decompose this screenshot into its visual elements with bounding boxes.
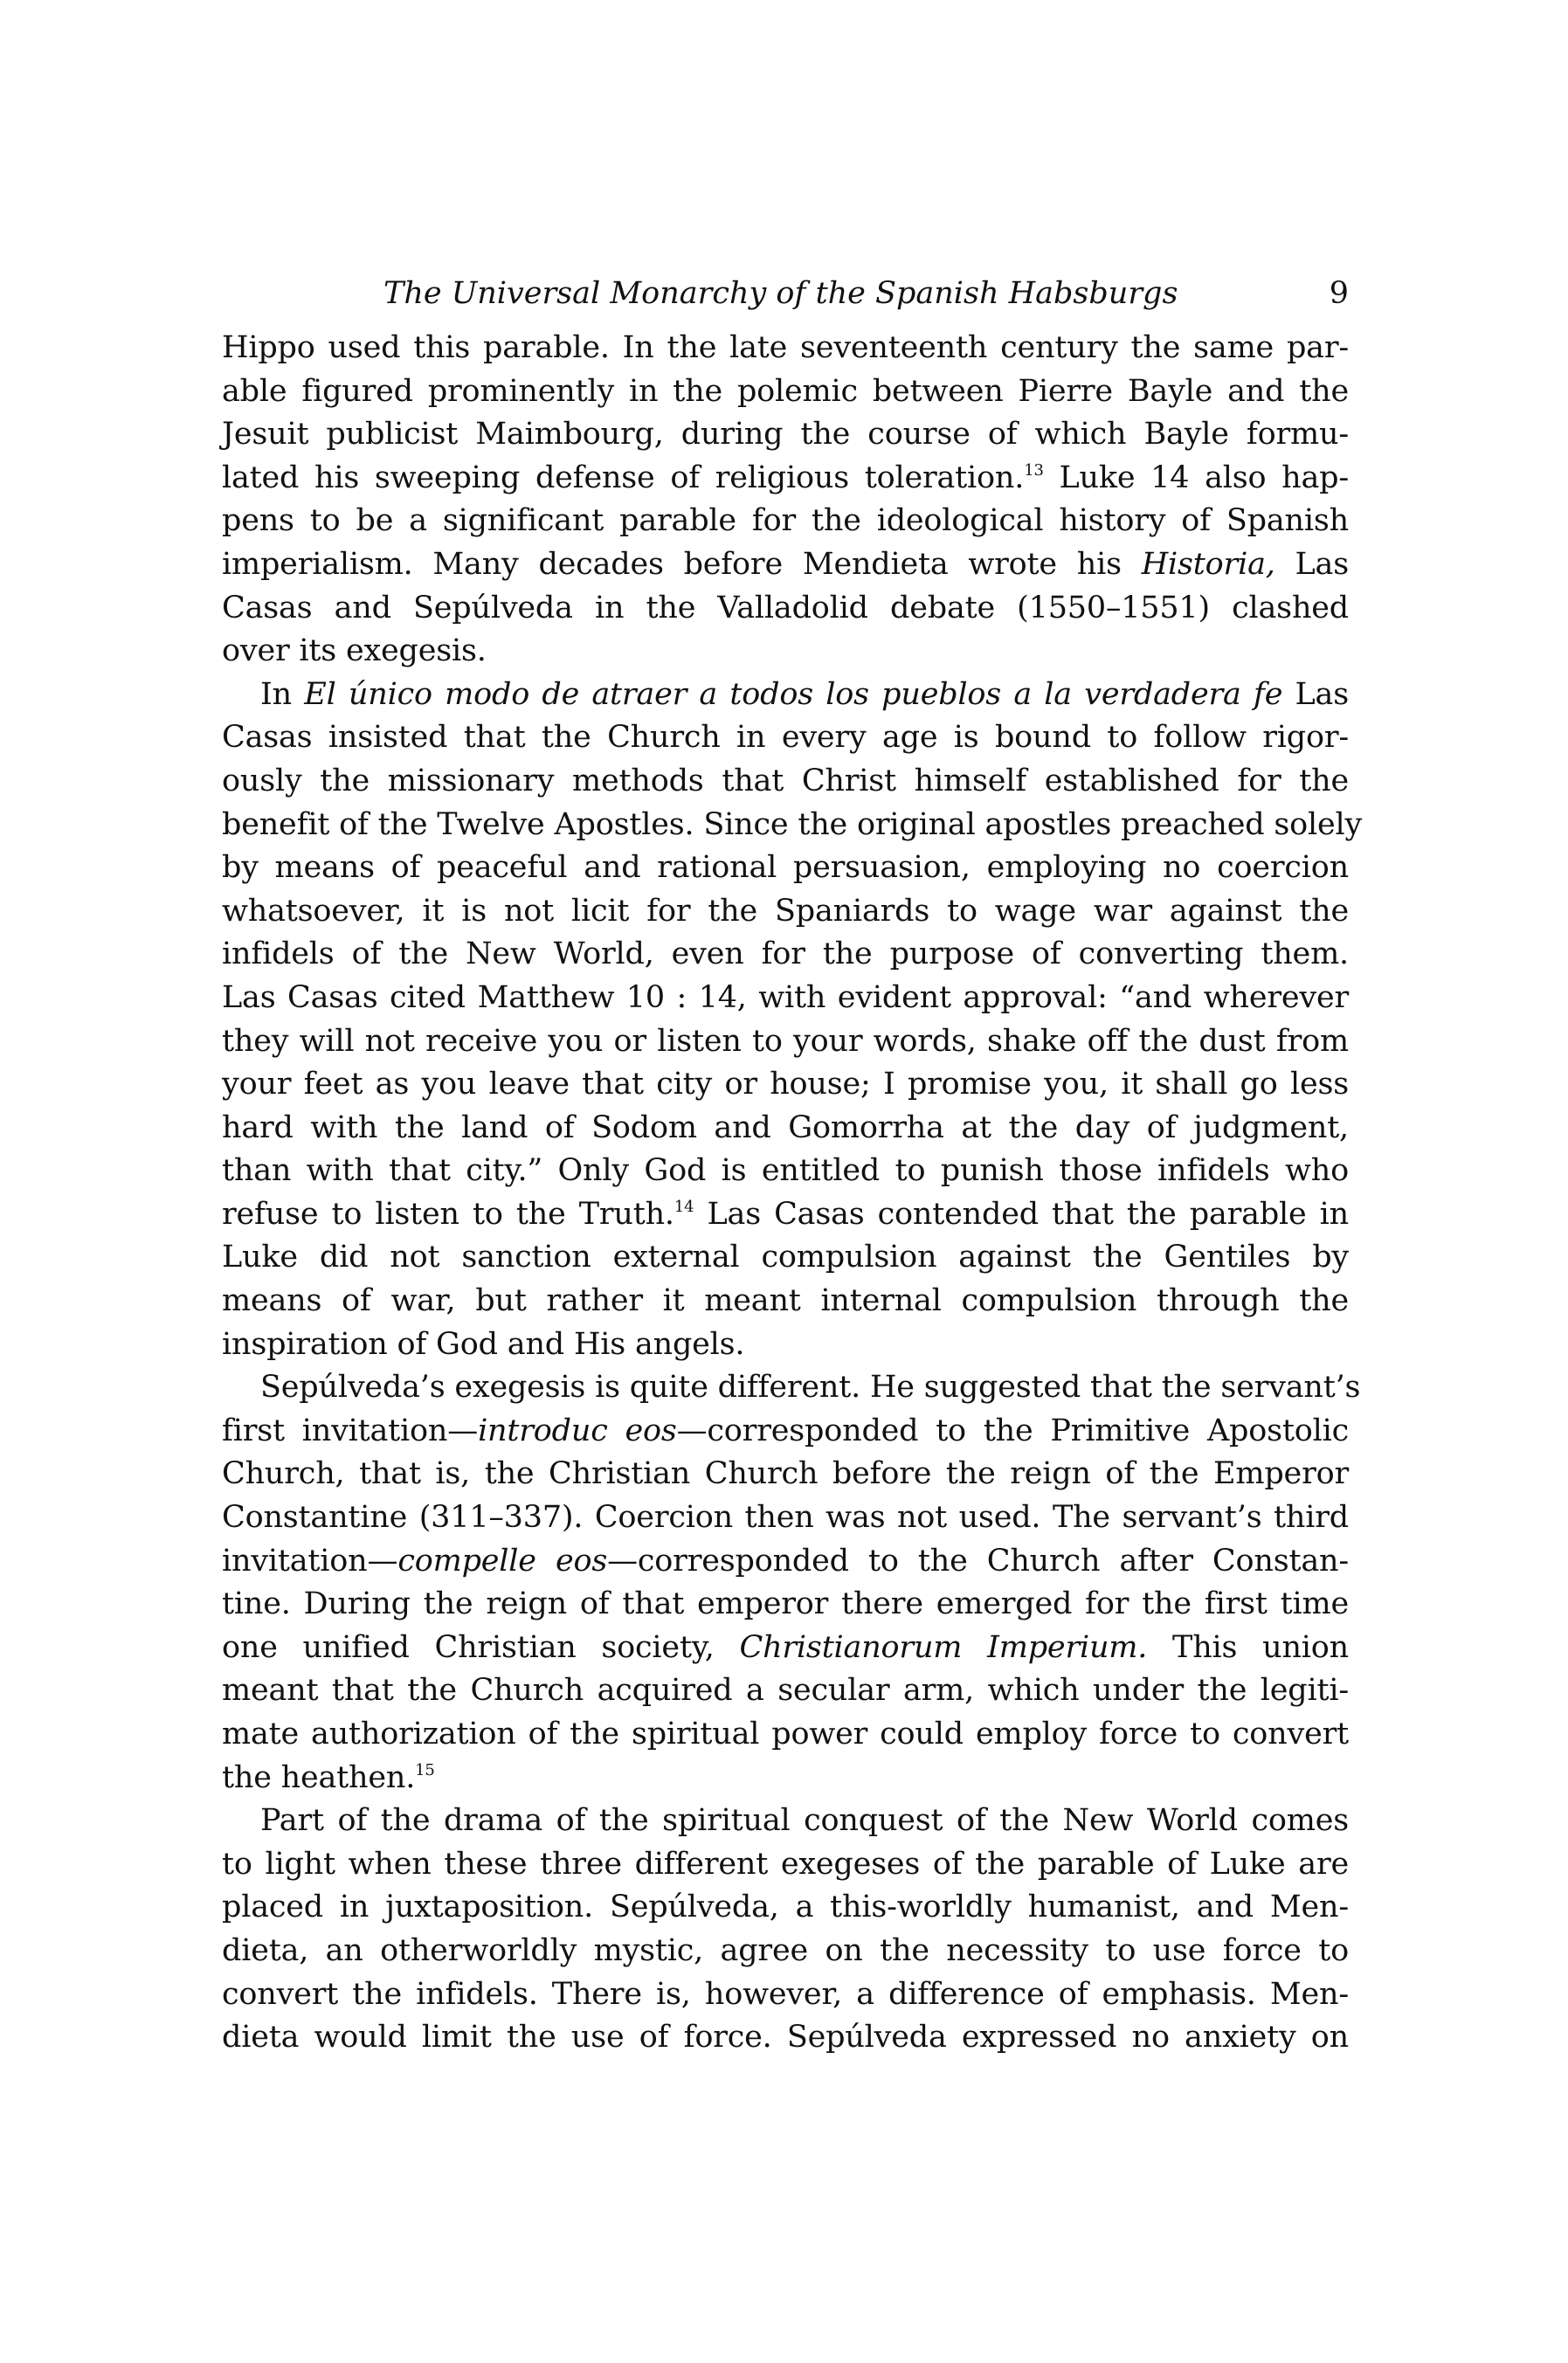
paragraph bbox=[222, 674, 1363, 1367]
running-head-title: The Universal Monarchy of the Spanish Habsburgs bbox=[383, 276, 1178, 311]
text-run: —corresponded to the Church after Constan- bbox=[607, 1543, 1349, 1579]
text-line: dieta would limit the use of force. Sepúlveda expressed no anxiety on bbox=[222, 2020, 1349, 2056]
page-number: 9 bbox=[1329, 276, 1349, 311]
text-run: refuse to listen to the Truth. bbox=[222, 1196, 674, 1232]
text-line: whatsoever, it is not licit for the Spaniards to wage war against the bbox=[222, 893, 1349, 929]
text-line: Las Casas cited Matthew 10 : 14, with evident approval: “and wherever bbox=[222, 979, 1349, 1015]
text-run: Las Casas contended that the parable in bbox=[694, 1196, 1349, 1232]
text-line: means of war, but rather it meant internal compulsion through the bbox=[222, 1283, 1349, 1319]
text-line bbox=[222, 1627, 1349, 1670]
text-line: able figured prominently in the polemic between Pierre Bayle and the bbox=[222, 373, 1349, 409]
text-line bbox=[222, 457, 1349, 501]
text-run: lated his sweeping defense of religious toleration. bbox=[222, 459, 1025, 495]
text-line: Hippo used this parable. In the late seventeenth century the same par- bbox=[222, 330, 1349, 365]
text-line: Casas insisted that the Church in every age is bound to follow rigor- bbox=[222, 720, 1349, 756]
footnote-ref: 13 bbox=[1024, 460, 1044, 480]
text-line: convert the infidels. There is, however, a difference of emphasis. Men- bbox=[222, 1976, 1349, 2012]
text-line: benefit of the Twelve Apostles. Since the original apostles preached solely bbox=[222, 806, 1363, 842]
paragraph bbox=[222, 327, 1349, 674]
text-run: imperialism. Many decades before Mendieta wrote his bbox=[222, 546, 1142, 582]
paragraph bbox=[222, 1800, 1349, 2060]
text-run: one unified Christian society, bbox=[222, 1629, 740, 1665]
text-line: inspiration of God and His angels. bbox=[222, 1326, 745, 1362]
text-run: first invitation— bbox=[222, 1413, 479, 1448]
text-run: —corresponded to the Primitive Apostolic bbox=[676, 1413, 1350, 1448]
text-line: Constantine (311–337). Coercion then was not used. The servant’s third bbox=[222, 1500, 1349, 1536]
text-run: Luke 14 also hap- bbox=[1043, 459, 1349, 495]
text-line: Jesuit publicist Maimbourg, during the course of which Bayle formu- bbox=[222, 417, 1349, 453]
text-line: hard with the land of Sodom and Gomorrha at the day of judgment, bbox=[222, 1109, 1349, 1145]
text-line: dieta, an otherworldly mystic, agree on the necessity to use force to bbox=[222, 1932, 1349, 1968]
text-line bbox=[222, 1410, 1349, 1454]
text-line: than with that city.” Only God is entitled to punish those infidels who bbox=[222, 1153, 1349, 1189]
text-run: the heathen. bbox=[222, 1759, 416, 1795]
italic-phrase: Christianorum Imperium. bbox=[739, 1629, 1148, 1665]
text-run: Las bbox=[1274, 546, 1349, 582]
body-text bbox=[222, 327, 1363, 2060]
text-line bbox=[222, 674, 1349, 717]
text-line: tine. During the reign of that emperor there emerged for the first time bbox=[222, 1586, 1349, 1622]
text-line bbox=[222, 543, 1349, 587]
text-line: Luke did not sanction external compulsion against the Gentiles by bbox=[222, 1240, 1349, 1275]
text-line: placed in juxtaposition. Sepúlveda, a this-worldly humanist, and Men- bbox=[222, 1890, 1349, 1925]
text-line: Church, that is, the Christian Church before the reign of the Emperor bbox=[222, 1456, 1349, 1492]
running-head bbox=[222, 276, 1349, 314]
text-line bbox=[222, 1540, 1349, 1584]
text-line: mate authorization of the spiritual power could employ force to convert bbox=[222, 1717, 1349, 1752]
text-line: ously the missionary methods that Christ himself established for the bbox=[222, 763, 1349, 798]
text-line: they will not receive you or listen to your words, shake off the dust from bbox=[222, 1023, 1349, 1059]
italic-title: Historia, bbox=[1141, 546, 1275, 582]
text-line: your feet as you leave that city or house; I promise you, it shall go less bbox=[222, 1067, 1349, 1102]
text-line: Sepúlveda’s exegesis is quite different. He suggested that the servant’s bbox=[260, 1370, 1361, 1406]
text-line bbox=[222, 1757, 1349, 1800]
paragraph bbox=[222, 1366, 1361, 1800]
text-run: In bbox=[260, 676, 305, 712]
footnote-ref: 14 bbox=[673, 1197, 694, 1216]
text-line: infidels of the New World, even for the purpose of converting them. bbox=[222, 936, 1349, 972]
text-run: Las bbox=[1282, 676, 1349, 712]
italic-title: El único modo de atraer a todos los pueblos a la verdadera fe bbox=[304, 676, 1283, 712]
text-run: invitation— bbox=[222, 1543, 398, 1579]
text-run: This union bbox=[1147, 1629, 1350, 1665]
text-line: meant that the Church acquired a secular arm, which under the legiti- bbox=[222, 1673, 1349, 1709]
italic-phrase: introduc eos bbox=[478, 1413, 677, 1448]
text-line: over its exegesis. bbox=[222, 633, 487, 669]
text-line: Casas and Sepúlveda in the Valladolid debate (1550–1551) clashed bbox=[222, 590, 1349, 625]
text-line: by means of peaceful and rational persuasion, employing no coercion bbox=[222, 850, 1349, 886]
footnote-ref: 15 bbox=[415, 1760, 435, 1779]
text-line bbox=[222, 1193, 1349, 1237]
italic-phrase: compelle eos bbox=[397, 1543, 608, 1579]
text-line: pens to be a significant parable for the ideological history of Spanish bbox=[222, 503, 1349, 539]
text-line: Part of the drama of the spiritual conquest of the New World comes bbox=[260, 1803, 1349, 1839]
text-line: to light when these three different exegeses of the parable of Luke are bbox=[222, 1846, 1349, 1882]
